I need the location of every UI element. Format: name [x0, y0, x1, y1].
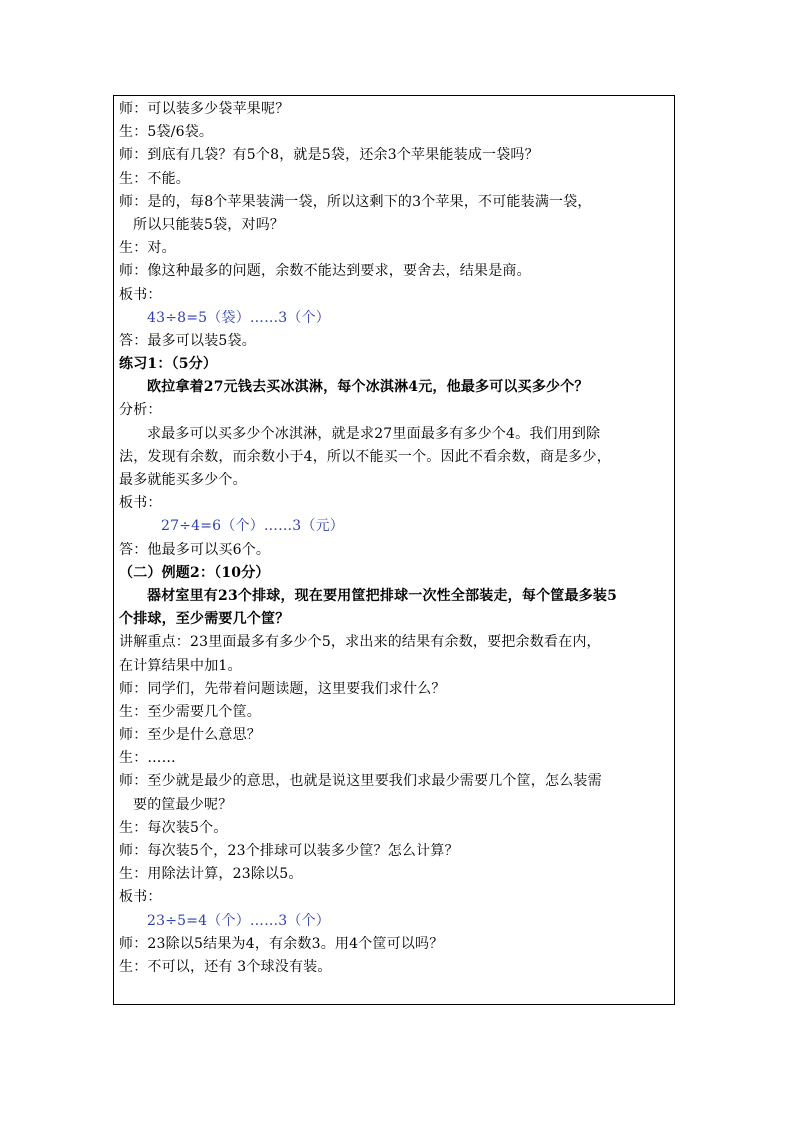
board-equation: 43÷8=5（袋）……3（个） [147, 309, 330, 326]
dialogue-line: 生：对。 [119, 240, 176, 257]
dialogue-line: 师：可以装多少袋苹果呢？ [119, 101, 290, 117]
dialogue-line: 生：…… [119, 750, 176, 767]
dialogue-line: 师：至少就是最少的意思，也就是说这里要我们求最少需要几个筐，怎么装需 [119, 773, 602, 790]
dialogue-line: 师：像这种最多的问题，余数不能达到要求，要舍去，结果是商。 [119, 263, 531, 280]
board-equation: 23÷5=4（个）……3（个） [147, 912, 330, 929]
dialogue-line: 生：不能。 [119, 170, 190, 187]
dialogue-line: 师：同学们，先带着问题读题，这里要我们求什么？ [119, 680, 446, 697]
dialogue-line: 生：至少需要几个筐。 [119, 703, 261, 720]
lesson-table-cell [113, 95, 675, 1005]
dialogue-line-continued: 所以只能装5袋，对吗？ [133, 216, 285, 233]
answer-line: 答：他最多可以买6个。 [119, 541, 271, 558]
dialogue-line: 生：用除法计算，23除以5。 [119, 866, 303, 883]
example-heading: （二）例题2：（10分） [119, 564, 270, 581]
analysis-text: 求最多可以买多少个冰淇淋，就是求27里面最多有多少个4。我们用到除 [147, 425, 601, 442]
dialogue-line: 师：至少是什么意思？ [119, 727, 261, 744]
dialogue-line: 生：每次装5个。 [119, 819, 228, 836]
example-problem: 个排球，至少需要几个筐？ [119, 611, 290, 628]
dialogue-line-continued: 要的筐最少呢？ [133, 796, 233, 813]
exercise-heading: 练习1：（5分） [119, 356, 218, 373]
analysis-label: 分析： [119, 402, 162, 419]
dialogue-line: 师：每次装5个，23个排球可以装多少筐？怎么计算？ [119, 843, 459, 859]
board-label: 板书： [119, 286, 162, 303]
dialogue-line: 师：23除以5结果为4，有余数3。用4个筐可以吗？ [119, 935, 444, 952]
dialogue-line: 生：5袋/6袋。 [119, 124, 214, 141]
key-point-text: 讲解重点：23里面最多有多少个5，求出来的结果有余数，要把余数看在内， [119, 634, 601, 651]
dialogue-line: 生：不可以，还有 3个球没有装。 [119, 958, 332, 975]
board-label: 板书： [119, 889, 162, 906]
lesson-content [119, 98, 670, 979]
key-point-text: 在计算结果中加1。 [119, 657, 242, 674]
exercise-problem: 欧拉拿着27元钱去买冰淇淋，每个冰淇淋4元，他最多可以买多少个？ [147, 379, 589, 396]
board-equation: 27÷4=6（个）……3（元） [161, 518, 344, 535]
board-label: 板书： [119, 495, 162, 512]
dialogue-line: 师：是的，每8个苹果装满一袋，所以这剩下的3个苹果，不可能装满一袋， [119, 193, 592, 210]
analysis-text: 最多就能买多少个。 [119, 472, 247, 488]
analysis-text: 法，发现有余数，而余数小于4，所以不能买一个。因此不看余数，商是多少， [119, 448, 611, 465]
example-problem: 器材室里有23个排球，现在要用筐把排球一次性全部装走，每个筐最多装5 [147, 587, 618, 604]
answer-line: 答：最多可以装5袋。 [119, 332, 256, 349]
dialogue-line: 师：到底有几袋？有5个8，就是5袋，还余3个苹果能装成一袋吗？ [119, 147, 539, 164]
